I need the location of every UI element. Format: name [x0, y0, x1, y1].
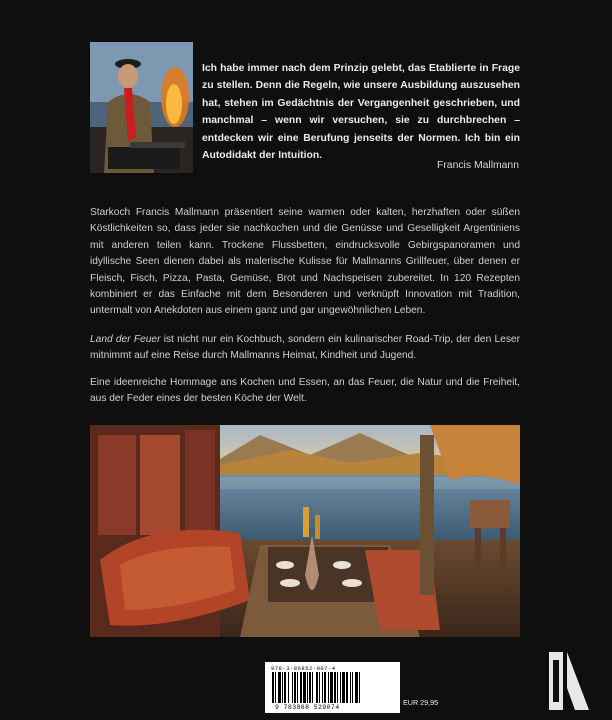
- barcode-bar: [309, 672, 311, 703]
- author-portrait-illustration: [90, 42, 193, 173]
- barcode-bar: [282, 672, 283, 703]
- blurb: [90, 205, 520, 417]
- barcode-bar: [355, 672, 358, 703]
- price-label: EUR 29,95: [403, 698, 439, 707]
- blurb-paragraph-2: [90, 332, 520, 365]
- publisher-logo: [545, 648, 593, 714]
- barcode-bar: [294, 672, 296, 703]
- barcode-bar: [342, 672, 345, 703]
- barcode-bar: [328, 672, 329, 703]
- author-quote: Ich habe immer nach dem Prinzip gelebt, das Etablierte in Frage zu stellen. Denn die Regeln, wie unsere Ausbildung auszusehen hat, stehen im Gedächtnis der Vergangenheit geschrieben, und manchmal – wenn wir versuchen, sie zu durchbrechen – entdecken wir eine Berufung jenseits der Normen. Ich bin ein Autodidakt der Intuition.: [202, 63, 520, 162]
- lake-dinner-illustration: [90, 425, 520, 637]
- barcode-bar: [340, 672, 341, 703]
- lake-dinner-photo: [90, 425, 520, 637]
- ean-number: 9 783868 529074: [275, 704, 340, 711]
- barcode-box: [265, 662, 400, 713]
- barcode-bar: [352, 672, 353, 703]
- barcode-bar: [359, 672, 360, 703]
- barcode-bar: [303, 672, 306, 703]
- quote-author: Francis Mallmann: [437, 160, 519, 171]
- blurb-paragraph-2-text: ist nicht nur ein Kochbuch, sondern ein kulinarischer Road-Trip, der den Leser mitnimmt auf eine Reise durch Mallmanns Heimat, Kindheit und Jugend.: [90, 333, 520, 362]
- author-portrait-image: [90, 42, 193, 173]
- barcode-bar: [334, 672, 336, 703]
- barcode-bar: [324, 672, 326, 703]
- barcode-bar: [346, 672, 348, 703]
- barcode-bar: [330, 672, 333, 703]
- barcode-bar: [312, 672, 313, 703]
- barcode-bar: [278, 672, 281, 703]
- barcode-bar: [307, 672, 308, 703]
- barcode-bar: [300, 672, 302, 703]
- barcode-bar: [288, 672, 289, 703]
- isbn-number: 978-3-86852-907-4: [271, 665, 336, 672]
- barcode-bar: [337, 672, 338, 703]
- barcode-bar: [322, 672, 323, 703]
- barcode-bar: [292, 672, 293, 703]
- barcode-bar: [319, 672, 320, 703]
- blurb-paragraph-1: Starkoch Francis Mallmann präsentiert seine warmen oder kalten, herzhaften oder süßen Köstlichkeiten so, dass jeder sie nachkochen und die Genüsse und Geselligkeit Argentiniens mit anderen teilen kann. Trockene Flussbetten, eindrucksvolle Gebirgspanoramen und idyllische Seen dienen dabei als malerische Kulisse für Mallmanns Grillfeuer, über denen er Fleisch, Fisch, Pizza, Pasta, Gemüse, Brot und Nachspeisen zubereitet. In 120 Rezepten kombiniert er das Einfache mit dem Besonderen und verknüpft Innovation mit Tradition, untermalt von Anekdoten aus einem ganz und gar ungewöhnlichen Leben.: [90, 207, 520, 317]
- barcode-bar: [297, 672, 298, 703]
- blurb-paragraph-3: Eine ideenreiche Hommage ans Kochen und Essen, an das Feuer, die Natur und die Freiheit, aus der Feder eines der besten Köche der Welt.: [90, 376, 520, 405]
- barcode-bar: [316, 672, 318, 703]
- book-title: Land der Feuer: [90, 333, 161, 345]
- barcode-bar: [284, 672, 286, 703]
- barcode-bar: [350, 672, 351, 703]
- barcode-bar: [272, 672, 274, 703]
- barcode-bar: [275, 672, 276, 703]
- barcode-bars: [270, 672, 395, 703]
